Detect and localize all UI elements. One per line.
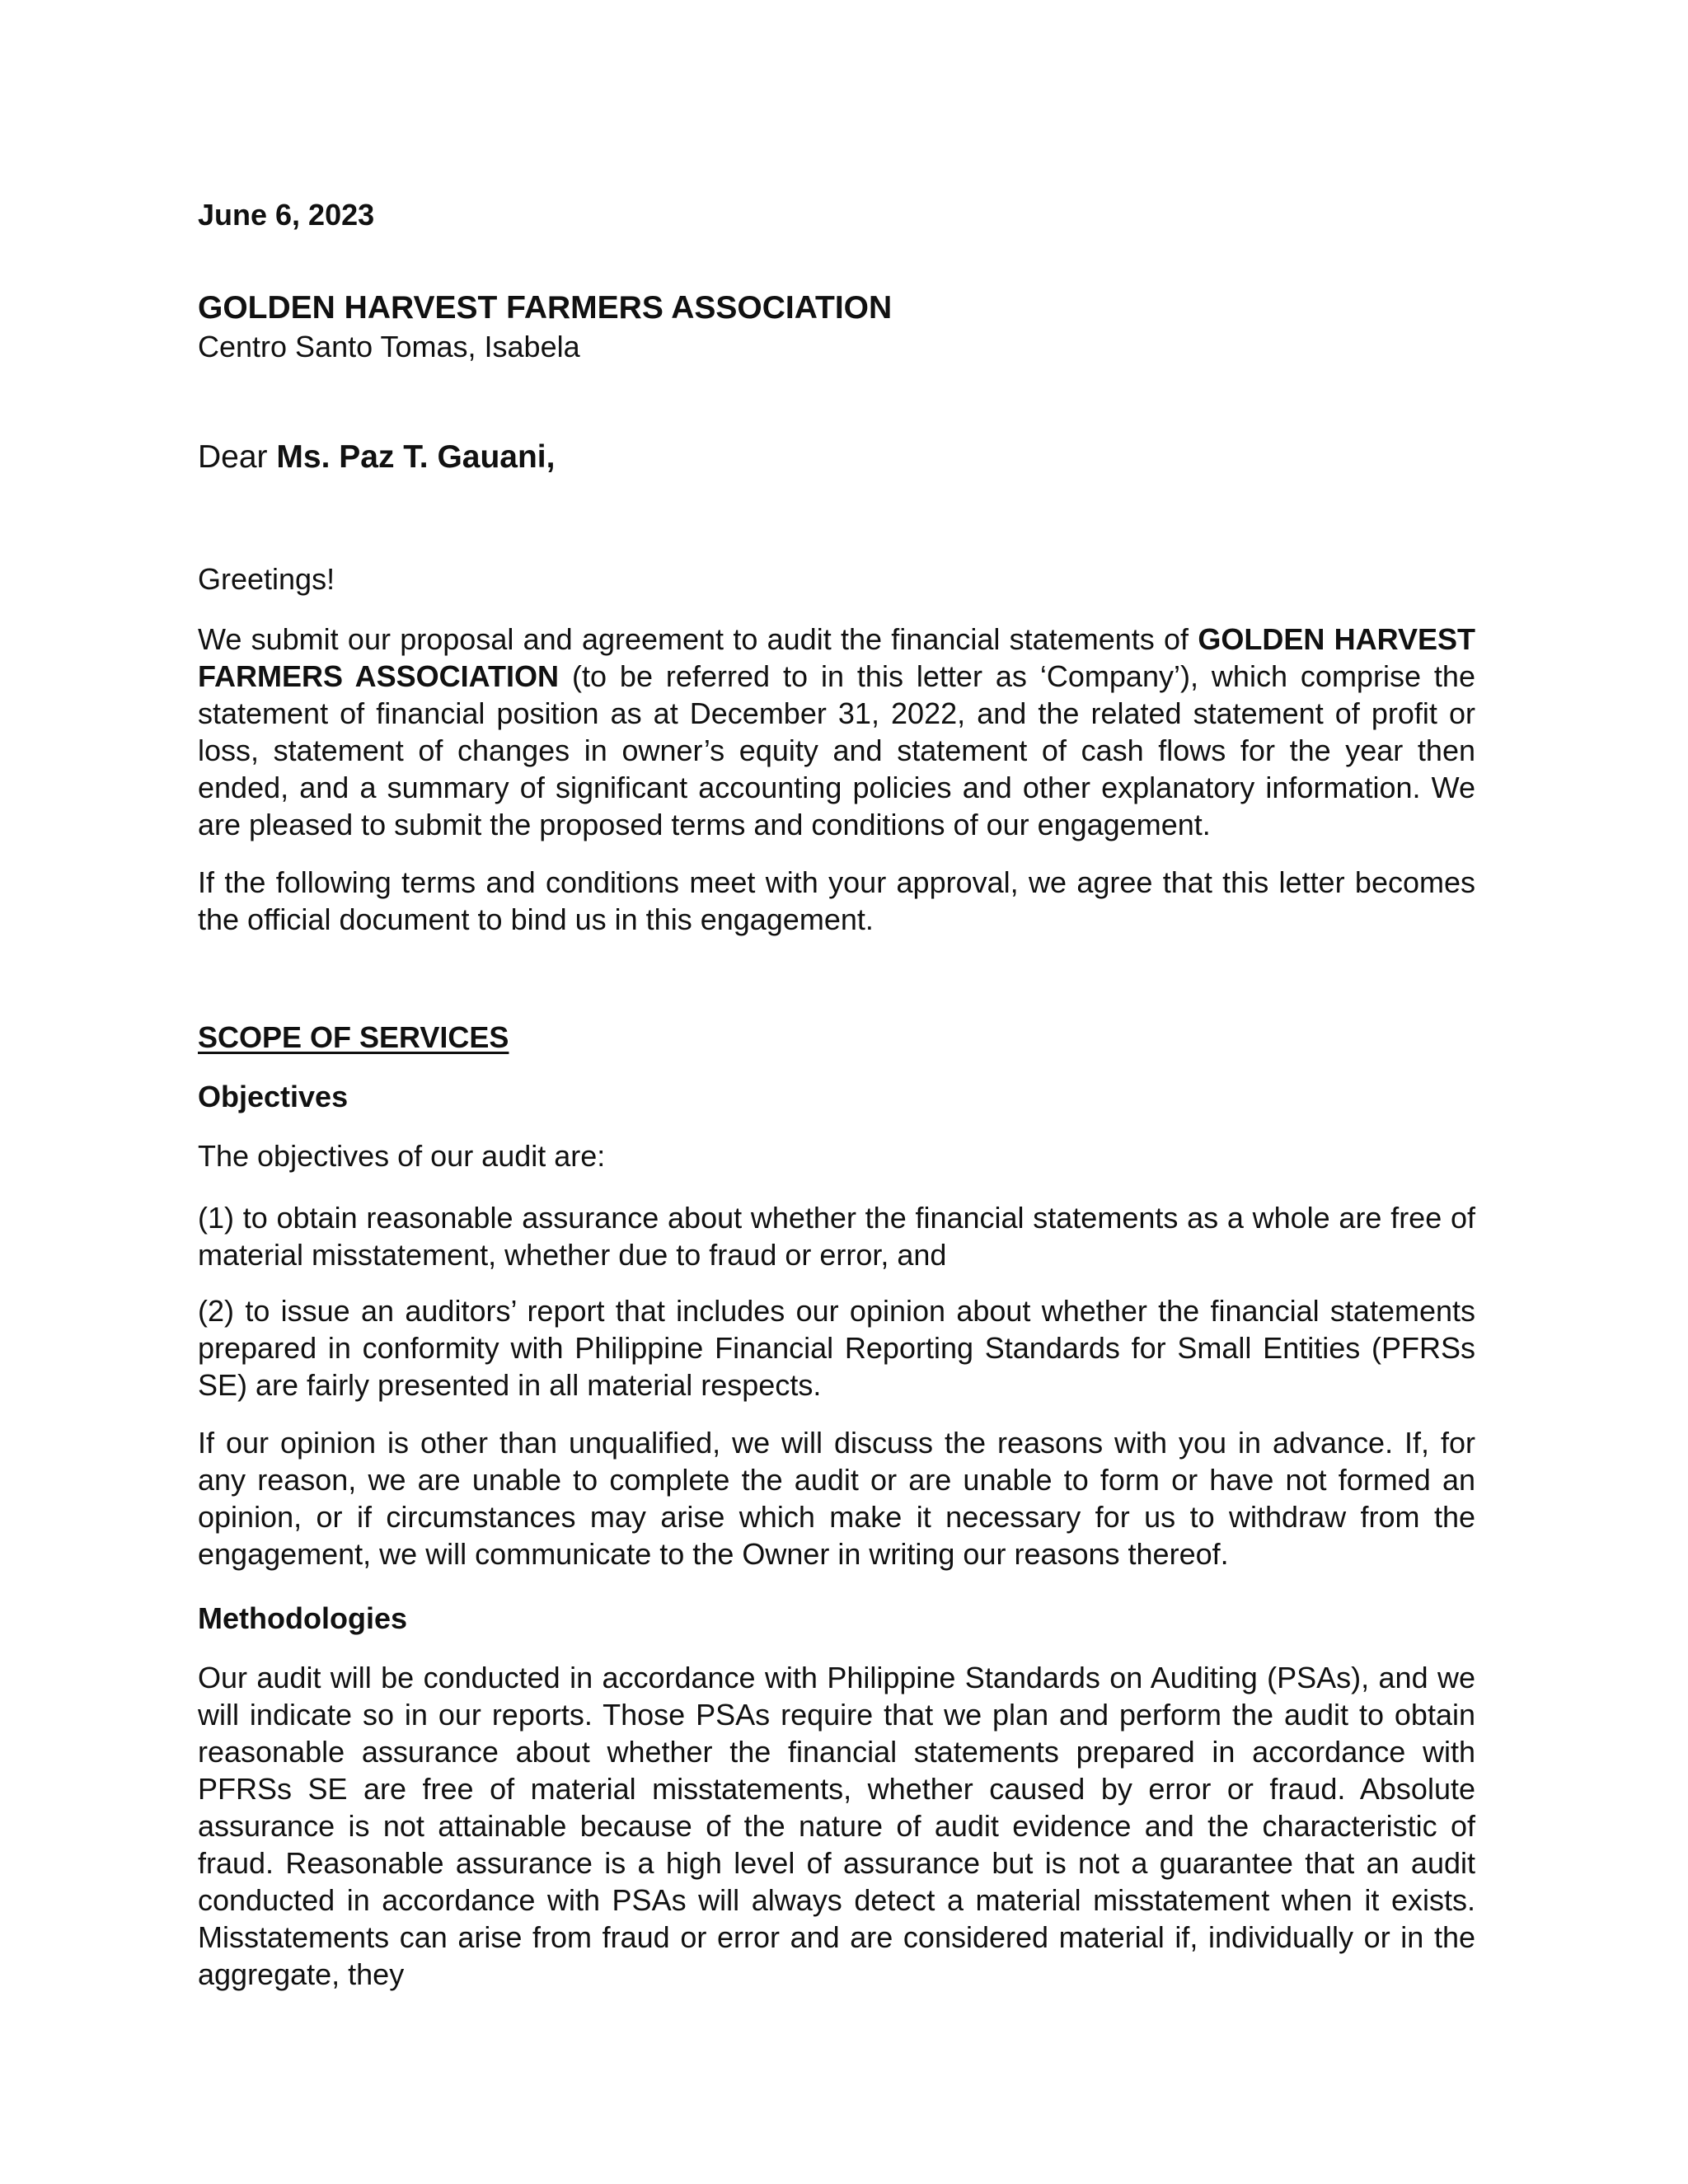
salutation [198,439,555,476]
paragraph-proposal-start: We submit our proposal and agreement to audit the financial statements of [198,622,1189,656]
methodologies-heading: Methodologies [198,1601,407,1635]
objective-item: (2) to issue an auditors’ report that includes our opinion about whether the financial statements prepared in conformity with Philippine Financial Reporting Standards for Small Entities (PFRSs SE) are fairly presented in all material respects. [198,1294,1475,1402]
recipient-name: GOLDEN HARVEST FARMERS ASSOCIATION [198,290,893,326]
letter-date: June 6, 2023 [198,198,375,232]
paragraph-opinion: If our opinion is other than unqualified, we will discuss the reasons with you in advance. If, for any reason, we are unable to complete the audit or are unable to form or have not formed an opinion, or if circumstances may arise which make it necessary for us to withdraw from the engagement, we will communicate to the Owner in writing our reasons thereof. [198,1426,1475,1571]
greeting: Greetings! [198,562,335,596]
paragraph-methodologies: Our audit will be conducted in accordance with Philippine Standards on Auditing (PSAs), and we will indicate so in our reports. Those PSAs require that we plan and perform the audit to obtain reasonable assurance about whether the financial statements prepared in accordance with PFRSs SE are free of material misstatements, whether caused by error or fraud. Absolute assurance is not attainable because of the nature of audit evidence and the characteristic of fraud. Reasonable assurance is a high level of assurance but is not a guarantee that an audit conducted in accordance with PSAs will always detect a material misstatement when it exists. Misstatements can arise from fraud or error and are considered material if, individually or in the aggregate, they [198,1661,1475,1991]
salutation-name: Ms. Paz T. Gauani, [276,439,556,475]
paragraph-proposal-company: GOLDEN HARVEST FARMERS ASSOCIATION [198,622,1475,693]
scope-heading: SCOPE OF SERVICES [198,1020,509,1054]
objectives-heading: Objectives [198,1080,349,1113]
objectives-intro: The objectives of our audit are: [198,1139,606,1173]
recipient-address: Centro Santo Tomas, Isabela [198,330,580,363]
paragraph-approval: If the following terms and conditions meet with your approval, we agree that this letter becomes the official document to bind us in this engagement. [198,865,1475,936]
objective-item: (1) to obtain reasonable assurance about whether the financial statements as a whole are free of material misstatement, whether due to fraud or error, and [198,1201,1475,1272]
salutation-prefix: Dear [198,439,268,475]
paragraph-proposal-end: (to be referred to in this letter as ‘Company’), which comprise the statement of financial position as at December 31, 2022, and the related statement of profit or loss, statement of changes in owner’s equity and statement of cash flows for the year then ended, and a summary of significant accounting policies and other explanatory information. We are pleased to submit the proposed terms and conditions of our engagement. [198,659,1475,841]
paragraph-proposal [198,621,1475,843]
